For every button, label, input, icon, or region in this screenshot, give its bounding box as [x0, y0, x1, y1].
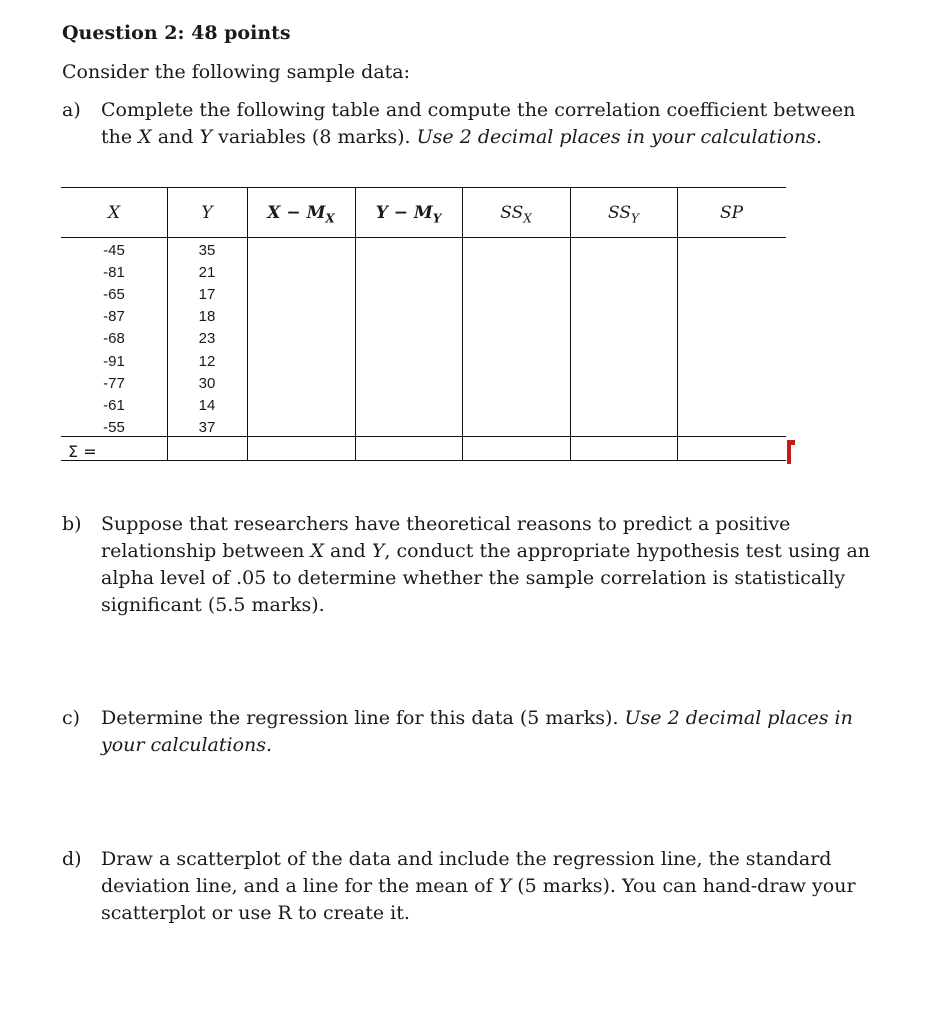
part-b-line2: relationship between X and Y, conduct the appropriate hypothesis test using an [101, 540, 871, 562]
y-value: 30 [198, 375, 216, 392]
y-value: 23 [198, 330, 216, 347]
y-value: 14 [198, 397, 216, 414]
x-value: -87 [103, 308, 125, 325]
table-col-rule [462, 187, 463, 460]
part-b-line4: significant (5.5 marks). [101, 594, 325, 616]
part-b-label: b) [62, 513, 82, 535]
table-col-rule [570, 187, 571, 460]
x-value: -55 [103, 419, 125, 436]
part-d-label: d) [62, 848, 82, 870]
x-value: -45 [103, 242, 125, 259]
x-value: -61 [103, 397, 125, 414]
x-value: -65 [103, 286, 125, 303]
red-cursor-mark-top [787, 440, 795, 445]
part-a-line2: the X and Y variables (8 marks). Use 2 decimal places in your calculations. [101, 126, 823, 148]
y-value: 12 [198, 353, 216, 370]
part-d-line3: scatterplot or use R to create it. [101, 902, 410, 924]
x-value: -68 [103, 330, 125, 347]
part-c-line1: Determine the regression line for this data (5 marks). Use 2 decimal places in [101, 707, 853, 729]
part-c-label: c) [62, 707, 81, 729]
header-sp: SP [719, 203, 744, 223]
table-col-rule [677, 187, 678, 460]
header-y-minus-my: $Y - M_Y$ [375, 203, 442, 226]
header-x-minus-mx: $X - M_X$ [267, 203, 335, 226]
header-ssx: $SS_X$ [500, 203, 532, 226]
part-a-label: a) [62, 99, 81, 121]
y-value: 17 [198, 286, 216, 303]
table-col-rule [247, 187, 248, 460]
table-col-rule [355, 187, 356, 460]
y-value: 18 [198, 308, 216, 325]
part-d-line1: Draw a scatterplot of the data and include the regression line, the standard [101, 848, 832, 870]
part-b-line1: Suppose that researchers have theoretical reasons to predict a positive [101, 513, 791, 535]
part-b-line3: alpha level of .05 to determine whether the sample correlation is statistically [101, 567, 846, 589]
question-title: Question 2: 48 points [62, 22, 291, 44]
intro-text: Consider the following sample data: [62, 61, 411, 83]
x-value: -77 [103, 375, 125, 392]
table-bottom-rule [61, 460, 786, 461]
x-value: -91 [103, 353, 125, 370]
part-a-line1: Complete the following table and compute the correlation coefficient between [101, 99, 856, 121]
y-value: 35 [198, 242, 216, 259]
part-d-line2: deviation line, and a line for the mean of Y (5 marks). You can hand-draw your [101, 875, 856, 897]
header-ssy: $SS_Y$ [608, 203, 639, 226]
header-y: Y [201, 203, 213, 223]
part-c-line2: your calculations. [101, 734, 273, 756]
y-value: 21 [198, 264, 216, 281]
header-x: X [107, 203, 121, 223]
sum-label: Σ = [68, 442, 97, 461]
y-value: 37 [198, 419, 216, 436]
x-value: -81 [103, 264, 125, 281]
